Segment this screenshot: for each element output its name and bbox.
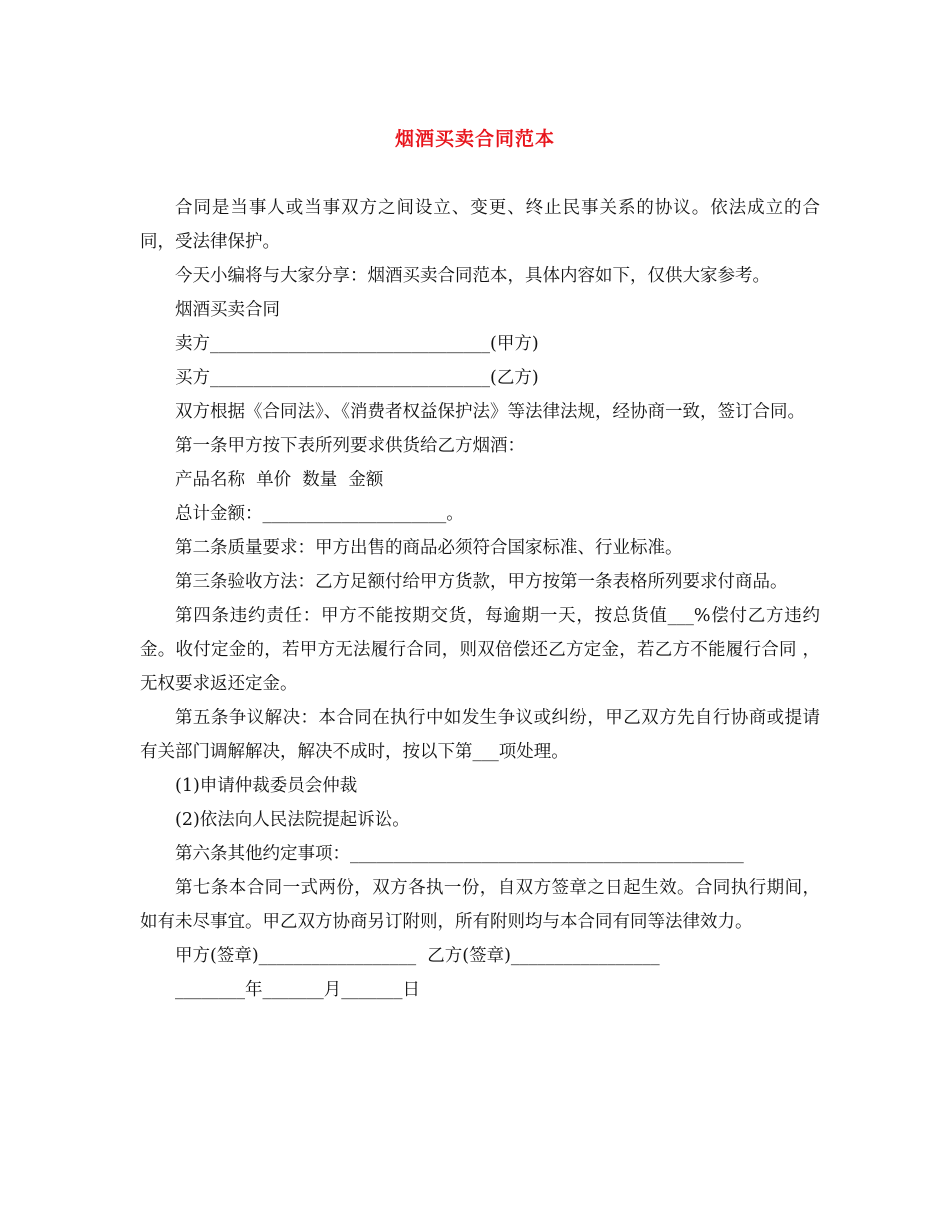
total-amount-line: 总计金额：_____________________。 — [175, 504, 464, 524]
document-body — [140, 191, 820, 1007]
article-3: 第三条验收方法：乙方足额付给甲方货款，甲方按第一条表格所列要求付商品。 — [175, 572, 788, 592]
paragraph-share: 今天小编将与大家分享：烟酒买卖合同范本，具体内容如下，仅供大家参考。 — [175, 266, 770, 286]
article-6: 第六条其他约定事项：_____________________________________________ — [175, 844, 744, 864]
paragraph-basis: 双方根据《合同法》、《消费者权益保护法》等法律法规，经协商一致，签订合同。 — [175, 402, 805, 422]
article-1: 第一条甲方按下表所列要求供货给乙方烟酒： — [175, 436, 525, 456]
article-4: 第四条违约责任：甲方不能按期交货，每逾期一天，按总货值___%偿付乙方违约金。收付定金的，若甲方无法履行合同，则双倍偿还乙方定金，若乙方不能履行合同 ，无权要求返还定金。 — [140, 606, 820, 694]
seller-line: 卖方________________________________(甲方) — [175, 334, 539, 354]
option-litigation: (2)依法向人民法院提起诉讼。 — [175, 810, 410, 830]
document-title: 烟酒买卖合同范本 — [394, 128, 555, 150]
product-table-header: 产品名称 单价 数量 金额 — [175, 470, 384, 490]
date-line: ________年_______月_______日 — [175, 980, 420, 1000]
article-7: 第七条本合同一式两份，双方各执一份，自双方签章之日起生效。合同执行期间，如有未尽事宜。甲乙双方协商另订附则，所有附则均与本合同有同等法律效力。 — [140, 878, 820, 932]
article-2: 第二条质量要求：甲方出售的商品必须符合国家标准、行业标准。 — [175, 538, 683, 558]
contract-heading: 烟酒买卖合同 — [175, 300, 280, 320]
option-arbitration: (1)申请仲裁委员会仲裁 — [175, 776, 358, 796]
buyer-line: 买方________________________________(乙方) — [175, 368, 539, 388]
signature-line: 甲方(签章)__________________ 乙方(签章)_________________ — [175, 946, 660, 966]
article-5: 第五条争议解决：本合同在执行中如发生争议或纠纷，甲乙双方先自行协商或提请有关部门调解解决，解决不成时，按以下第___项处理。 — [140, 708, 820, 762]
paragraph-intro: 合同是当事人或当事双方之间设立、变更、终止民事关系的协议。依法成立的合同，受法律保护。 — [140, 198, 820, 252]
